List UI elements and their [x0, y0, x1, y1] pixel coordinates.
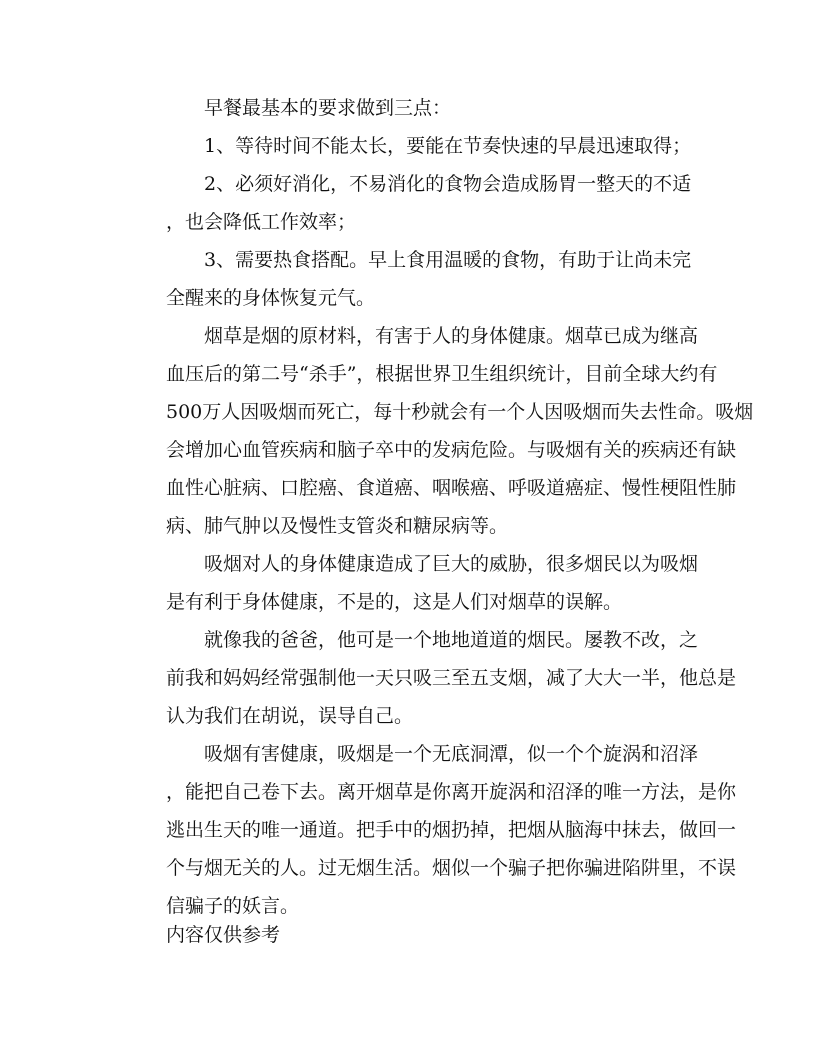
text-line: 3、需要热食搭配。早上食用温暖的食物，有助于让尚未完: [204, 249, 692, 271]
text-line: 个与烟无关的人。过无烟生活。烟似一个骗子把你骗进陷阱里，不误: [166, 857, 737, 879]
text-line: 烟草是烟的原材料，有害于人的身体健康。烟草已成为继高: [204, 325, 699, 347]
paragraph: [166, 629, 737, 743]
text-line: 500万人因吸烟而死亡，每十秒就会有一个人因吸烟而失去性命。吸烟: [166, 401, 754, 423]
text-line: 逃出生天的唯一通道。把手中的烟扔掉，把烟从脑海中抹去，做回一: [166, 819, 737, 841]
paragraph: [166, 743, 737, 933]
text-line: 就像我的爸爸，他可是一个地地道道的烟民。屡教不改，之: [204, 629, 699, 651]
paragraph: [166, 97, 690, 135]
text-line: 认为我们在胡说，误导自己。: [166, 705, 414, 727]
paragraph: [166, 553, 699, 629]
footer-note: 内容仅供参考: [166, 924, 281, 946]
document-body: [166, 97, 754, 933]
text-line: ，也会降低工作效率；: [166, 211, 357, 233]
text-line: 前我和妈妈经常强制他一天只吸三至五支烟，减了大大一半，他总是: [166, 667, 737, 689]
text-line: ，能把自己卷下去。离开烟草是你离开旋涡和沼泽的唯一方法，是你: [166, 781, 737, 803]
text-line: 血性心脏病、口腔癌、食道癌、咽喉癌、呼吸道癌症、慢性梗阻性肺: [166, 477, 737, 499]
text-line: 全醒来的身体恢复元气。: [166, 287, 376, 309]
text-line: 是有利于身体健康，不是的，这是人们对烟草的误解。: [166, 591, 623, 613]
text-line: 2、必须好消化，不易消化的食物会造成肠胃一整天的不适: [204, 173, 692, 195]
text-line: 吸烟对人的身体健康造成了巨大的威胁，很多烟民以为吸烟: [204, 553, 699, 575]
paragraph: [166, 135, 690, 173]
text-line: 吸烟有害健康，吸烟是一个无底洞潭，似一个个旋涡和沼泽: [204, 743, 699, 765]
text-line: 信骗子的妖言。: [166, 895, 300, 917]
paragraph: [166, 173, 690, 249]
text-line: 早餐最基本的要求做到三点：: [204, 97, 452, 119]
text-line: 病、肺气肿以及慢性支管炎和糖尿病等。: [166, 515, 509, 537]
paragraph: [166, 249, 690, 325]
text-line: 会增加心血管疾病和脑子卒中的发病危险。与吸烟有关的疾病还有缺: [166, 439, 737, 461]
text-line: 1、等待时间不能太长，要能在节奏快速的早晨迅速取得；: [204, 135, 692, 157]
text-line: 血压后的第二号“杀手”，根据世界卫生组织统计，目前全球大约有: [166, 363, 718, 385]
paragraph: [166, 325, 754, 553]
